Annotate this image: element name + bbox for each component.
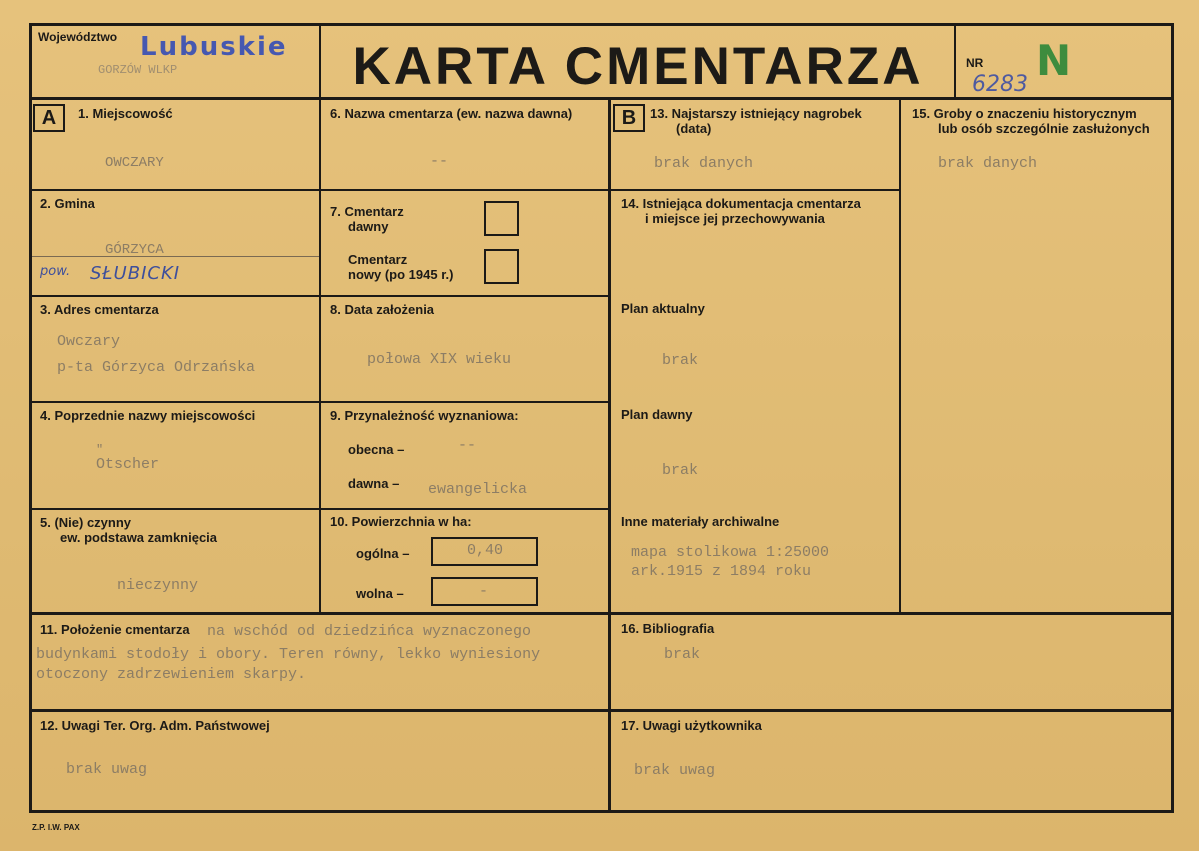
f2-pow-prefix: pow. — [40, 264, 71, 279]
f7-dawny-checkbox[interactable] — [484, 201, 519, 236]
header-nr-divider — [954, 23, 956, 99]
frame-bottom — [29, 810, 1174, 813]
f13-label-1: 13. Najstarszy istniejący nagrobek — [650, 106, 862, 121]
col-divider-3 — [899, 97, 901, 613]
f10-wolna-value: - — [479, 583, 489, 600]
plan-dawny-value: brak — [662, 462, 699, 479]
page-title: KARTA CMENTARZA — [352, 37, 924, 96]
f17-label: 17. Uwagi użytkownika — [621, 718, 762, 733]
frame-left — [29, 23, 32, 813]
f5-value: nieczynny — [117, 577, 199, 594]
f9-dawna-value: ewangelicka — [428, 481, 528, 498]
f1-value: OWCZARY — [105, 155, 164, 171]
f2-pow-value: SŁUBICKI — [90, 263, 181, 284]
wojewodztwo-old: GORZÓW WLKP — [98, 63, 178, 77]
f12-value: brak uwag — [66, 761, 148, 778]
plan-dawny-label: Plan dawny — [621, 407, 693, 422]
f5-label-2: ew. podstawa zamknięcia — [60, 530, 218, 545]
row-divider-3 — [29, 401, 610, 403]
f8-value: połowa XIX wieku — [367, 351, 512, 368]
col-divider-1 — [319, 23, 321, 613]
wojewodztwo-value: Lubuskie — [140, 32, 288, 62]
f3-line1: Owczary — [57, 333, 121, 350]
section-a-marker: A — [33, 104, 65, 132]
f14-label-2: i miejsce jej przechowywania — [645, 211, 825, 226]
f11-line3: otoczony zadrzewieniem skarpy. — [36, 666, 307, 683]
inne-materialy-label: Inne materiały archiwalne — [621, 514, 780, 529]
row-divider-6 — [29, 709, 1174, 712]
row-divider-1 — [29, 189, 899, 191]
f16-label: 16. Bibliografia — [621, 621, 715, 636]
row-divider-2 — [29, 295, 610, 297]
f4-label: 4. Poprzednie nazwy miejscowości — [40, 408, 256, 423]
f7-nowy-label-2: nowy (po 1945 r.) — [348, 267, 454, 282]
frame-right — [1171, 23, 1174, 813]
row-divider-5 — [29, 612, 1174, 615]
f7-dawny-label-2: dawny — [348, 219, 389, 234]
f6-value: -- — [430, 153, 449, 170]
section-b-marker: B — [613, 104, 645, 132]
f15-label-2: lub osób szczególnie zasłużonych — [938, 121, 1150, 136]
f12-label: 12. Uwagi Ter. Org. Adm. Państwowej — [40, 718, 270, 733]
f9-obecna-label: obecna – — [348, 442, 405, 457]
f3-line2: p-ta Górzyca Odrzańska — [57, 359, 256, 376]
printer-mark: Z.P. I.W. PAX — [32, 823, 80, 832]
f15-value: brak danych — [938, 155, 1038, 172]
f14-label-1: 14. Istniejąca dokumentacja cmentarza — [621, 196, 861, 211]
f5-label-1: 5. (Nie) czynny — [40, 515, 132, 530]
inne-materialy-line2: ark.1915 z 1894 roku — [631, 563, 812, 580]
plan-aktualny-value: brak — [662, 352, 699, 369]
f6-label: 6. Nazwa cmentarza (ew. nazwa dawna) — [330, 106, 573, 121]
f8-label: 8. Data założenia — [330, 302, 435, 317]
f7-nowy-checkbox[interactable] — [484, 249, 519, 284]
f10-ogolna-value: 0,40 — [467, 542, 504, 559]
f4-value: Otscher — [96, 456, 160, 473]
nr-mark: N — [1036, 36, 1072, 85]
f10-ogolna-label: ogólna – — [356, 546, 410, 561]
f2-value: GÓRZYCA — [105, 242, 164, 258]
wojewodztwo-label: Województwo — [38, 30, 118, 44]
f11-label: 11. Położenie cmentarza — [40, 622, 190, 637]
nr-label: NR — [966, 56, 984, 70]
f16-value: brak — [664, 646, 701, 663]
f10-wolna-label: wolna – — [356, 586, 404, 601]
f9-obecna-value: -- — [458, 437, 477, 454]
f9-label: 9. Przynależność wyznaniowa: — [330, 408, 519, 423]
gmina-underline — [32, 256, 319, 257]
f17-value: brak uwag — [634, 762, 716, 779]
inne-materialy-line1: mapa stolikowa 1:25000 — [631, 544, 830, 561]
f3-label: 3. Adres cmentarza — [40, 302, 159, 317]
nr-value: 6283 — [972, 72, 1028, 97]
col-divider-2 — [608, 97, 611, 813]
f1-label: 1. Miejscowość — [78, 106, 173, 121]
f4-mark: " — [96, 443, 104, 457]
f11-line1: na wschód od dziedzińca wyznaczonego — [207, 623, 532, 640]
f7-nowy-label-1: Cmentarz — [348, 252, 408, 267]
f11-line2: budynkami stodoły i obory. Teren równy, lekko wyniesiony — [36, 646, 541, 663]
f15-label-1: 15. Groby o znaczeniu historycznym — [912, 106, 1137, 121]
f10-ogolna-box[interactable] — [431, 537, 538, 566]
f9-dawna-label: dawna – — [348, 476, 400, 491]
frame-top — [29, 23, 1174, 26]
plan-aktualny-label: Plan aktualny — [621, 301, 705, 316]
f10-wolna-box[interactable] — [431, 577, 538, 606]
row-divider-4 — [29, 508, 610, 510]
f13-label-2: (data) — [676, 121, 712, 136]
f13-value: brak danych — [654, 155, 754, 172]
f10-label: 10. Powierzchnia w ha: — [330, 514, 472, 529]
f7-dawny-label-1: 7. Cmentarz — [330, 204, 404, 219]
f2-label: 2. Gmina — [40, 196, 95, 211]
